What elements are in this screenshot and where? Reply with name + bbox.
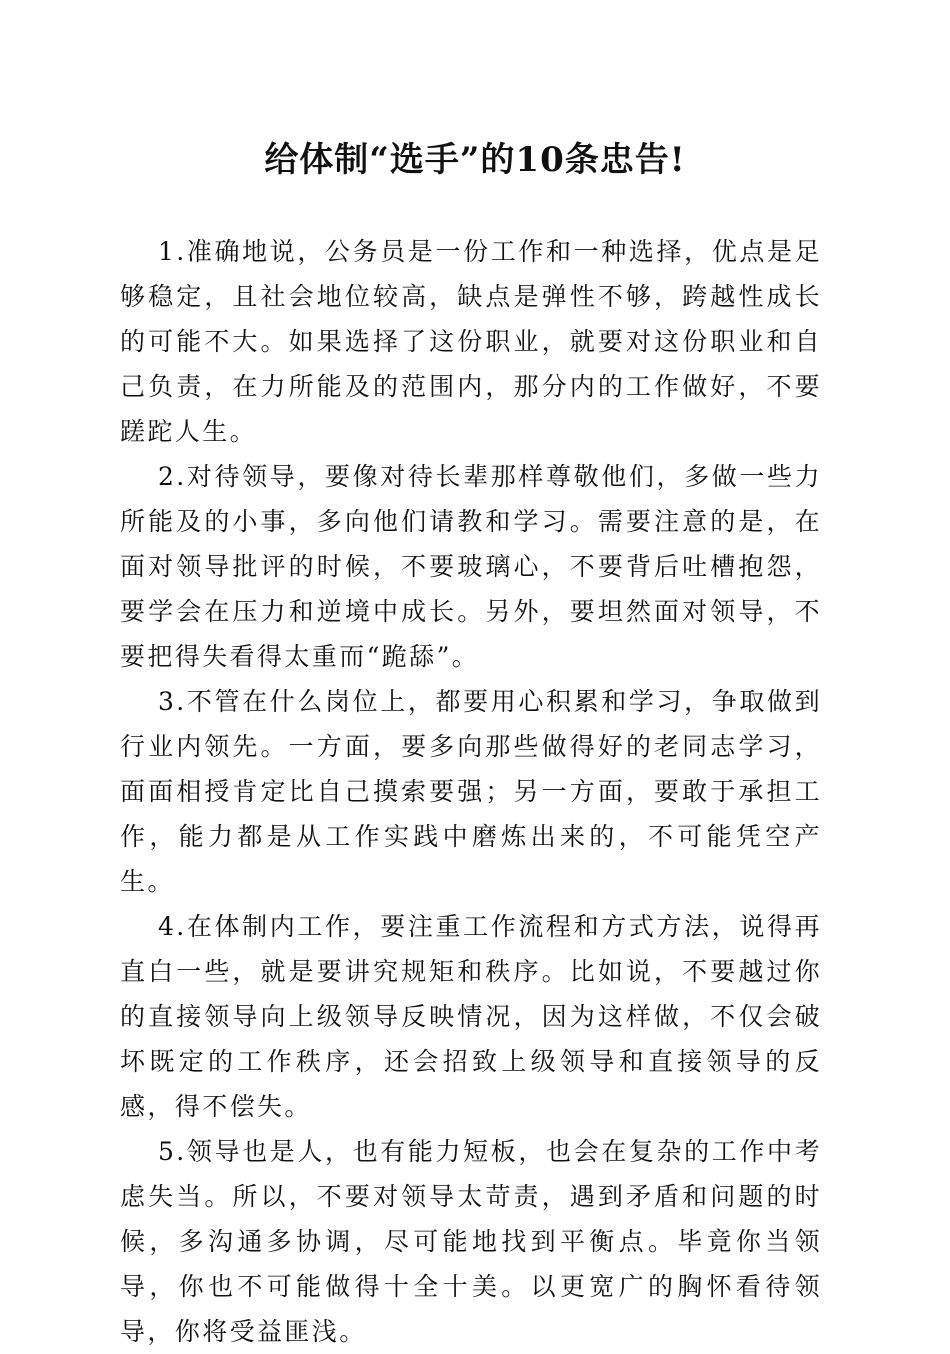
paragraph-1: 1.准确地说，公务员是一份工作和一种选择，优点是足够稳定，且社会地位较高，缺点是弹性不够，跨越性成长的可能不大。如果选择了这份职业，就要对这份职业和自己负责，在力所能及的范围内，那分内的工作做好，不要蹉跎人生。 <box>120 237 822 446</box>
document-title: 给体制“选手”的10条忠告! <box>264 140 686 180</box>
paragraph-4: 4.在体制内工作，要注重工作流程和方式方法，说得再直白一些，就是要讲究规矩和秩序。比如说，不要越过你的直接领导向上级领导反映情况，因为这样做，不仅会破坏既定的工作秩序，还会招致上级领导和直接领导的反感，得不偿失。 <box>120 912 822 1121</box>
document-body <box>120 229 822 1354</box>
paragraph-5: 5.领导也是人，也有能力短板，也会在复杂的工作中考虑失当。所以，不要对领导太苛责，遇到矛盾和问题的时候，多沟通多协调，尽可能地找到平衡点。毕竟你当领导，你也不可能做得十全十美。以更宽广的胸怀看待领导，你将受益匪浅。 <box>120 1137 822 1346</box>
paragraph-2: 2.对待领导，要像对待长辈那样尊敬他们，多做一些力所能及的小事，多向他们请教和学习。需要注意的是，在面对领导批评的时候，不要玻璃心，不要背后吐槽抱怨，要学会在压力和逆境中成长。另外，要坦然面对领导，不要把得失看得太重而“跪舔”。 <box>120 462 822 671</box>
paragraph-3: 3.不管在什么岗位上，都要用心积累和学习，争取做到行业内领先。一方面，要多向那些做得好的老同志学习，面面相授肯定比自己摸索要强；另一方面，要敢于承担工作，能力都是从工作实践中磨炼出来的，不可能凭空产生。 <box>120 687 822 896</box>
